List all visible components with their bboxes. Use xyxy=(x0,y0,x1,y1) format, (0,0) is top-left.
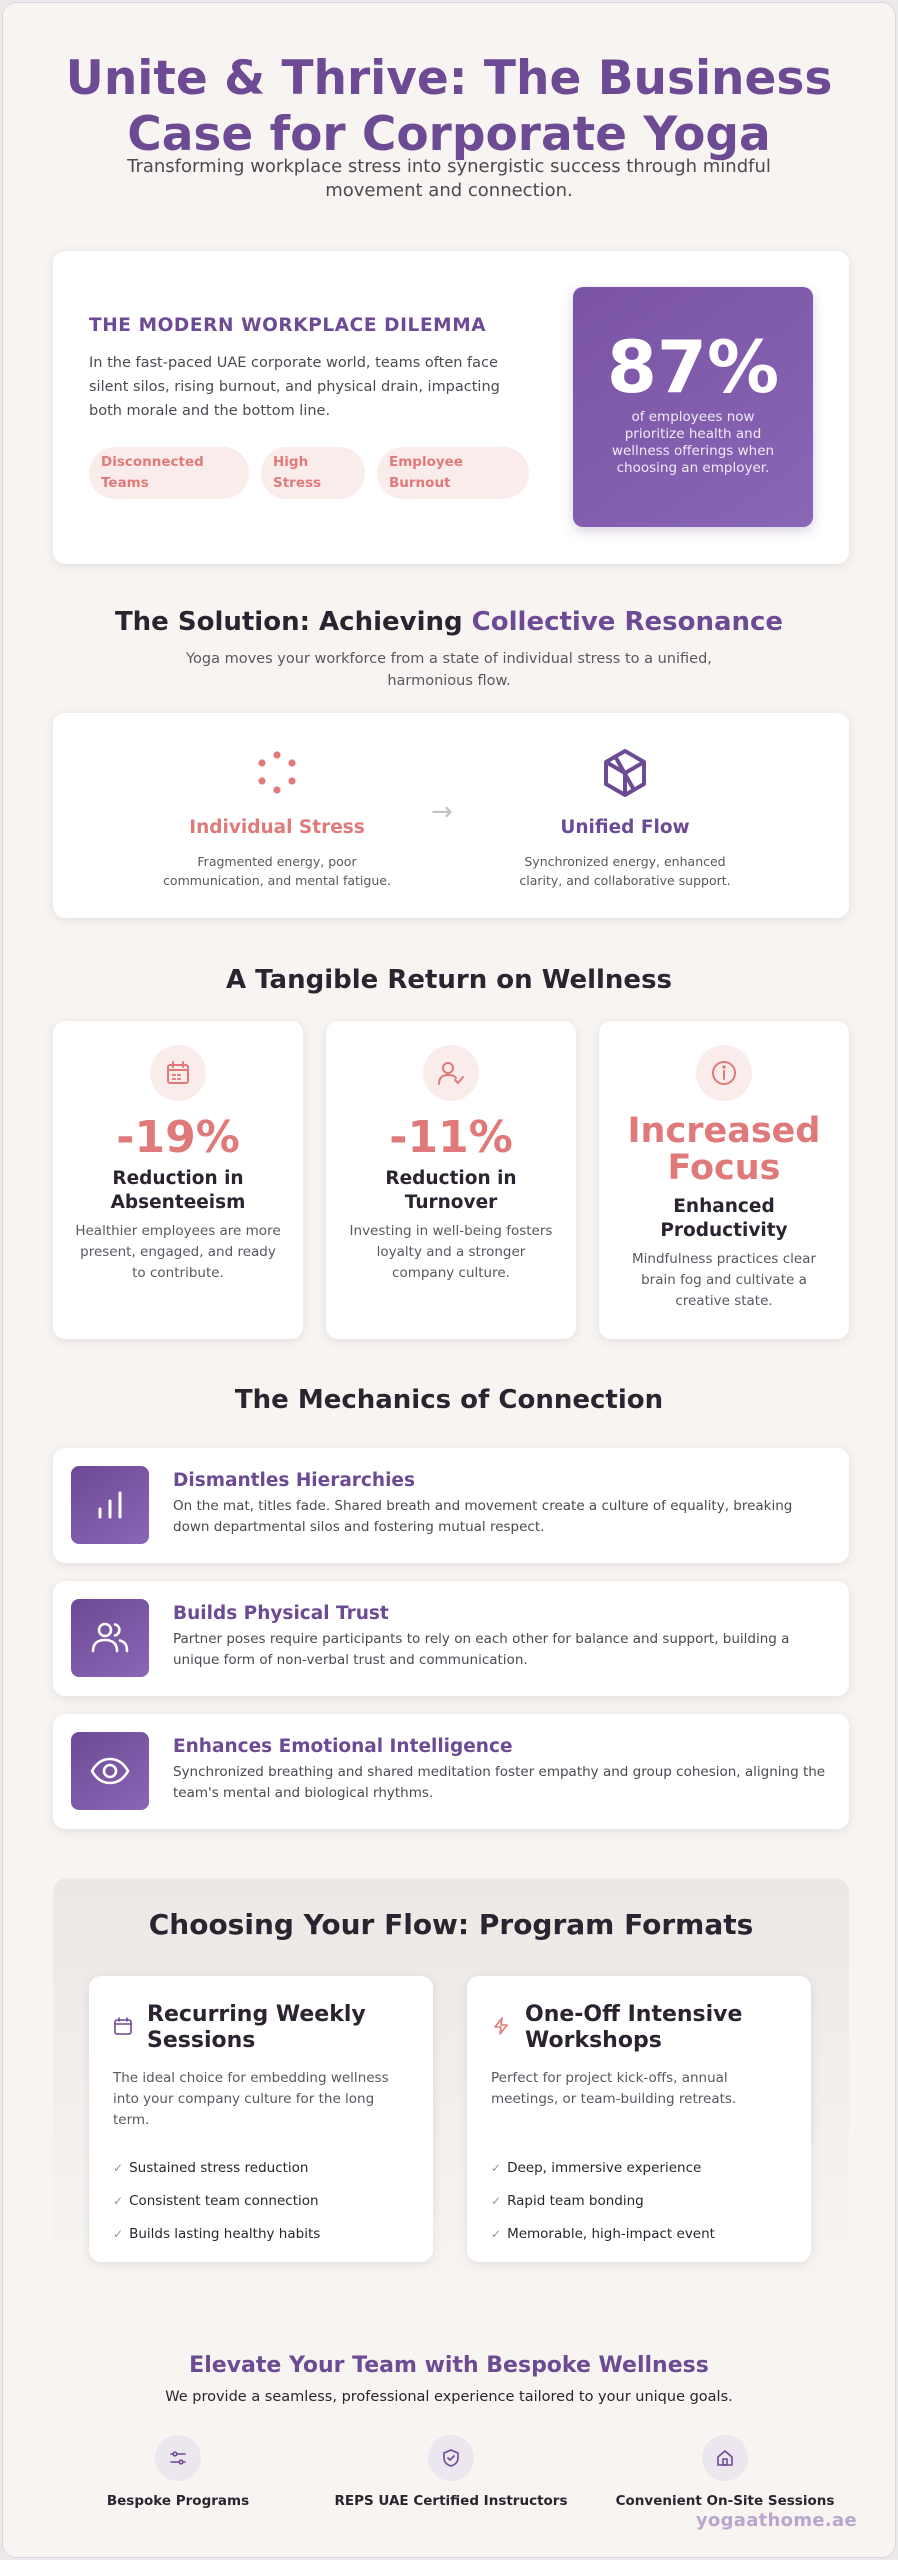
feature-label: REPS UAE Certified Instructors xyxy=(334,2493,568,2509)
cta-title: Elevate Your Team with Bespoke Wellness xyxy=(189,2353,709,2378)
cube-icon xyxy=(595,743,655,803)
list-item: ✓ Deep, immersive experience xyxy=(491,2160,702,2176)
mechanic-item xyxy=(53,1714,849,1829)
home-icon xyxy=(702,2435,748,2481)
solution-title-accent: Collective Resonance xyxy=(471,607,784,637)
tag-disconnected-teams: Disconnected Teams xyxy=(89,447,249,499)
info-icon xyxy=(696,1045,752,1101)
stat-description: of employees now prioritize health and wellness offerings when choosing an employer. xyxy=(611,409,775,476)
return-heading: Reduction in Absenteeism xyxy=(110,1168,246,1213)
stat-value: 87% xyxy=(606,325,780,409)
return-heading: Enhanced Productivity xyxy=(660,1196,788,1241)
check-icon: ✓ xyxy=(491,2161,502,2175)
return-text: Healthier employees are more present, engaged, and ready to contribute. xyxy=(75,1223,281,1281)
mechanic-text: On the mat, titles fade. Shared breath and movement create a culture of equality, breaking down departmental silos and fostering mutual respect. xyxy=(173,1498,793,1535)
return-card-turnover xyxy=(326,1021,576,1339)
check-icon: ✓ xyxy=(491,2227,502,2241)
mechanics-title: The Mechanics of Connection xyxy=(234,1385,664,1415)
tag-employee-burnout: Employee Burnout xyxy=(377,447,529,499)
return-value: -11% xyxy=(389,1112,513,1163)
list-item: ✓ Sustained stress reduction xyxy=(113,2160,309,2176)
unified-flow-column xyxy=(485,743,765,890)
returns-title: A Tangible Return on Wellness xyxy=(225,965,673,995)
program-card-weekly xyxy=(89,1976,433,2262)
program-card-workshop xyxy=(467,1976,811,2262)
check-icon: ✓ xyxy=(113,2161,124,2175)
calendar-icon xyxy=(150,1045,206,1101)
list-item: ✓ Consistent team connection xyxy=(113,2193,319,2209)
return-text: Mindfulness practices clear brain fog and cultivate a creative state. xyxy=(631,1251,817,1309)
dilemma-heading: THE MODERN WORKPLACE DILEMMA xyxy=(89,315,487,336)
users-icon xyxy=(71,1599,149,1677)
feature-label: Convenient On-Site Sessions xyxy=(615,2493,835,2509)
check-icon: ✓ xyxy=(113,2194,124,2208)
program-heading: One-Off Intensive Workshops xyxy=(525,2002,743,2053)
program-benefits xyxy=(113,2152,413,2251)
individual-stress-column xyxy=(137,743,417,890)
list-item: ✓ Memorable, high-impact event xyxy=(491,2226,715,2242)
program-text: Perfect for project kick-offs, annual meetings, or team-building retreats. xyxy=(491,2070,737,2107)
dilemma-text: In the fast-paced UAE corporate world, teams often face silent silos, rising burnout, and physical drain, impacting both morale and the bottom line. xyxy=(89,355,500,419)
bar-chart-icon xyxy=(71,1466,149,1544)
feature-label: Bespoke Programs xyxy=(106,2493,250,2509)
check-icon: ✓ xyxy=(491,2194,502,2208)
list-item: ✓ Builds lasting healthy habits xyxy=(113,2226,321,2242)
stat-box xyxy=(573,287,813,527)
mechanic-item xyxy=(53,1581,849,1696)
return-value: -19% xyxy=(116,1112,240,1163)
arrow-right-icon: → xyxy=(431,797,453,827)
mechanic-text: Synchronized breathing and shared meditation foster empathy and group cohesion, aligning the team's mental and biological rhythms. xyxy=(173,1764,826,1801)
cta-subtitle: We provide a seamless, professional experience tailored to your unique goals. xyxy=(165,2389,733,2405)
return-value: Increased Focus xyxy=(627,1111,821,1188)
flow-card xyxy=(53,713,849,918)
mechanic-heading: Enhances Emotional Intelligence xyxy=(173,1736,513,1757)
solution-subtitle: Yoga moves your workforce from a state of individual stress to a unified, harmonious flow. xyxy=(186,651,712,689)
individual-stress-title: Individual Stress xyxy=(189,817,365,838)
infographic-page xyxy=(2,2,896,2558)
page-subtitle: Transforming workplace stress into synergistic success through mindful movement and connection. xyxy=(127,156,771,201)
lightning-icon xyxy=(491,2016,511,2036)
program-formats-title: Choosing Your Flow: Program Formats xyxy=(148,1908,754,1941)
unified-flow-text: Synchronized energy, enhanced clarity, and collaborative support. xyxy=(519,854,731,888)
return-card-absenteeism xyxy=(53,1021,303,1339)
user-check-icon xyxy=(423,1045,479,1101)
solution-title-prefix: The Solution: Achieving xyxy=(114,607,472,637)
return-text: Investing in well-being fosters loyalty and a stronger company culture. xyxy=(349,1223,553,1281)
mechanic-heading: Builds Physical Trust xyxy=(173,1603,389,1624)
check-icon: ✓ xyxy=(113,2227,124,2241)
program-text: The ideal choice for embedding wellness into your company culture for the long term. xyxy=(113,2070,389,2128)
mechanic-item xyxy=(53,1448,849,1563)
individual-stress-text: Fragmented energy, poor communication, and mental fatigue. xyxy=(163,854,391,888)
dilemma-tags xyxy=(89,447,529,499)
return-card-productivity xyxy=(599,1021,849,1339)
feature-onsite-sessions xyxy=(595,2435,855,2509)
page-title: Unite & Thrive: The Business Case for Corporate Yoga xyxy=(65,51,833,162)
feature-certified-instructors xyxy=(321,2435,581,2509)
calendar-icon xyxy=(113,2016,133,2036)
dilemma-card xyxy=(53,251,849,564)
eye-icon xyxy=(71,1732,149,1810)
mechanic-heading: Dismantles Hierarchies xyxy=(173,1470,415,1491)
scattered-dots-icon xyxy=(247,743,307,803)
shield-check-icon xyxy=(428,2435,474,2481)
tag-high-stress: High Stress xyxy=(261,447,365,499)
mechanic-text: Partner poses require participants to rely on each other for balance and support, building a unique form of non-verbal trust and communication. xyxy=(173,1631,790,1668)
feature-bespoke-programs xyxy=(48,2435,308,2509)
sliders-icon xyxy=(155,2435,201,2481)
solution-title xyxy=(3,607,895,637)
program-formats-section xyxy=(53,1878,849,2288)
program-heading: Recurring Weekly Sessions xyxy=(147,2002,366,2053)
return-heading: Reduction in Turnover xyxy=(385,1168,517,1213)
program-benefits xyxy=(491,2152,791,2251)
list-item: ✓ Rapid team bonding xyxy=(491,2193,644,2209)
brand-url[interactable]: yogaathome.ae xyxy=(695,2510,857,2531)
unified-flow-title: Unified Flow xyxy=(560,817,690,838)
